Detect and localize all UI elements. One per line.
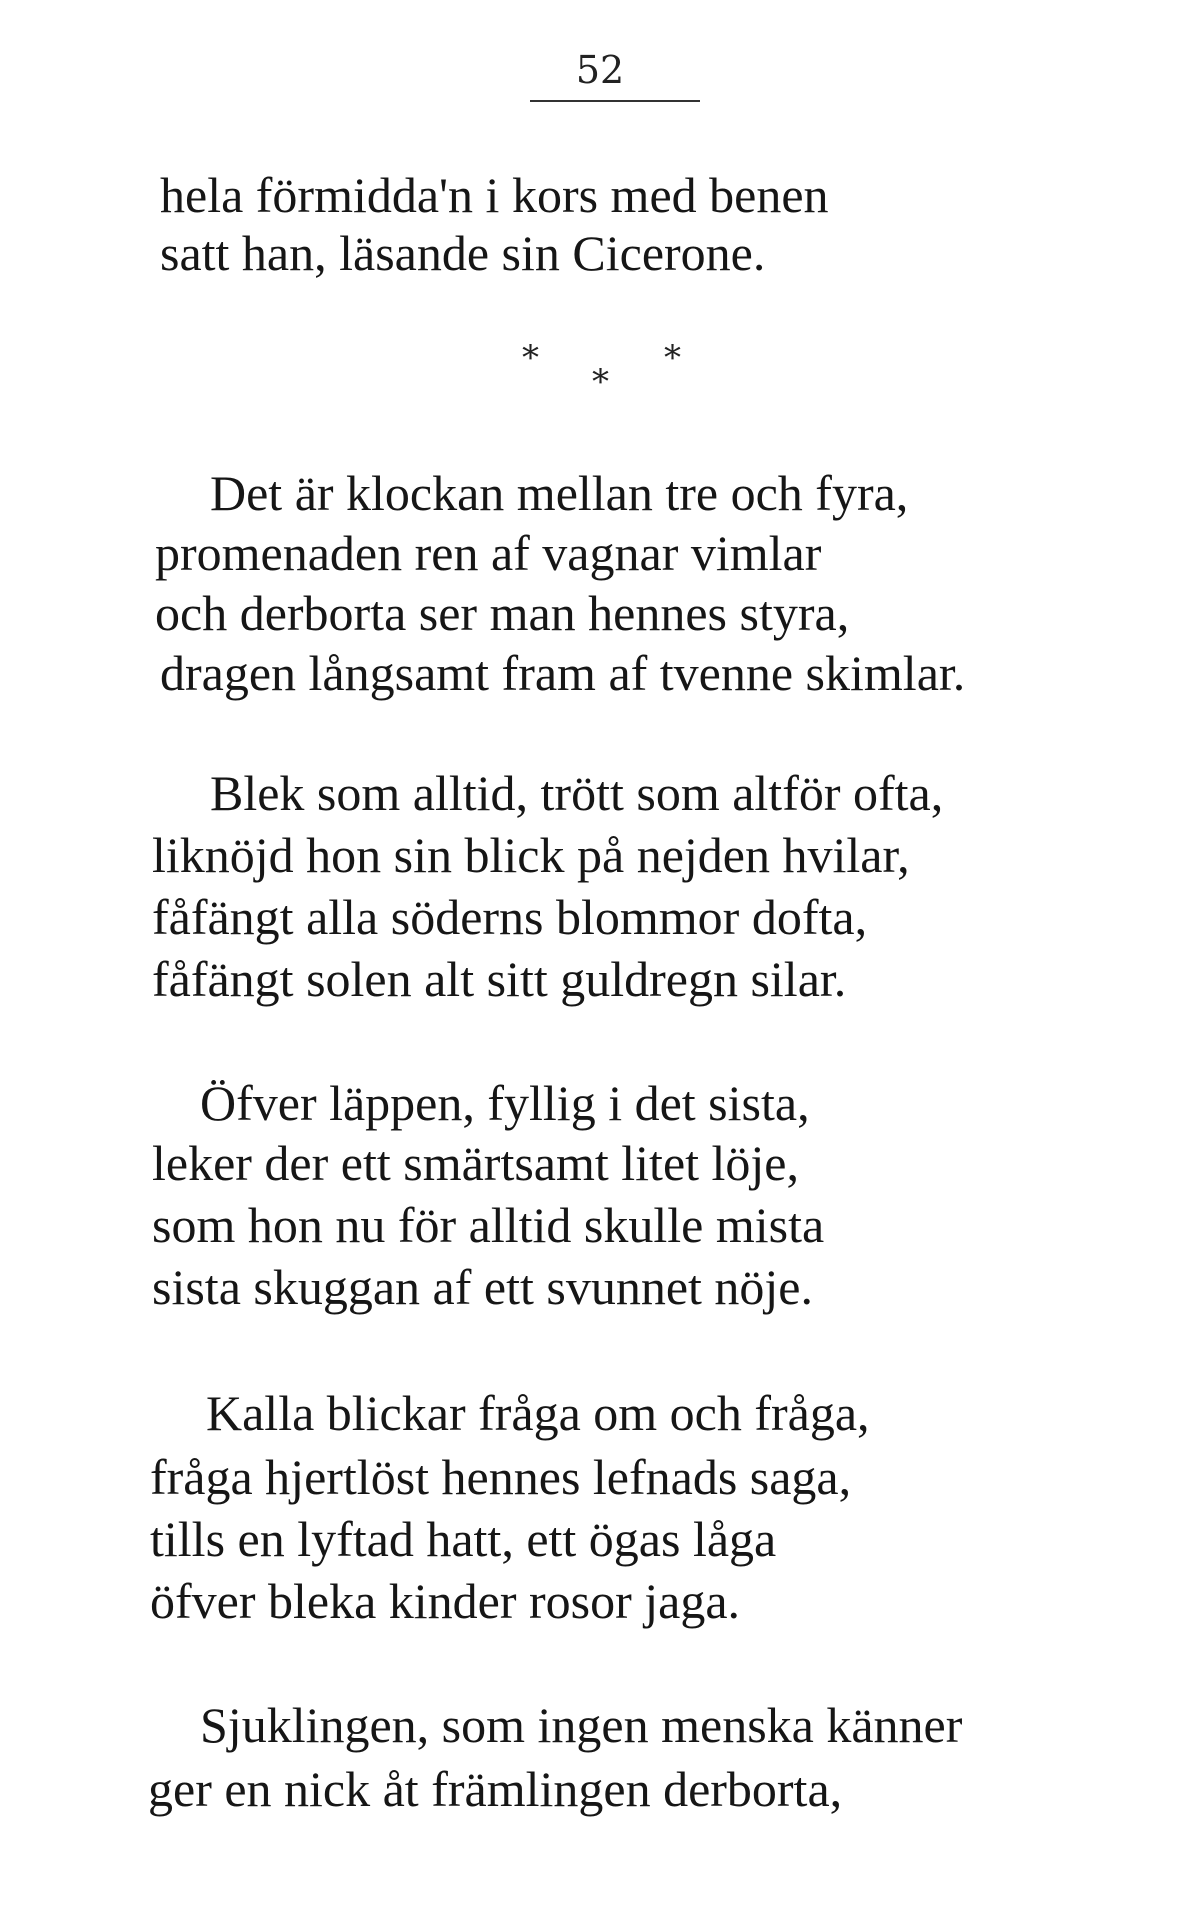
poem-line: Blek som alltid, trött som altför ofta,: [210, 765, 944, 821]
poem-line: tills en lyftad hatt, ett ögas låga: [150, 1511, 777, 1567]
poem-line: ger en nick åt främlingen derborta,: [148, 1761, 843, 1817]
poem-line: fråga hjertlöst hennes lefnads saga,: [150, 1449, 852, 1505]
poem-line: som hon nu för alltid skulle mista: [152, 1197, 825, 1253]
poem-line: leker der ett smärtsamt litet löje,: [152, 1135, 799, 1191]
separator-star-right: *: [664, 338, 681, 378]
page-number-rule: [530, 100, 700, 102]
poem-line: Sjuklingen, som ingen menska känner: [200, 1697, 963, 1753]
poem-line: Öfver läppen, fyllig i det sista,: [200, 1075, 810, 1131]
poem-line: och derborta ser man hennes styra,: [155, 585, 850, 641]
poem-line: dragen långsamt fram af tvenne skimlar.: [160, 645, 966, 701]
poem-line: Kalla blickar fråga om och fråga,: [206, 1385, 870, 1441]
separator-star-left: *: [522, 338, 539, 378]
poem-line: satt han, läsande sin Cicerone.: [160, 225, 766, 281]
separator-star-middle: *: [592, 362, 609, 402]
poem-line: fåfängt solen alt sitt guldregn silar.: [152, 951, 847, 1007]
poem-line: Det är klockan mellan tre och fyra,: [210, 465, 909, 521]
poem-line: sista skuggan af ett svunnet nöje.: [152, 1259, 813, 1315]
poem-line: liknöjd hon sin blick på nejden hvilar,: [152, 827, 910, 883]
page-number: 52: [575, 48, 625, 92]
poem-line: öfver bleka kinder rosor jaga.: [150, 1573, 741, 1629]
poem-line: promenaden ren af vagnar vimlar: [155, 525, 822, 581]
poem-line: hela förmidda'n i kors med benen: [160, 167, 829, 223]
poem-line: fåfängt alla söderns blommor dofta,: [152, 889, 868, 945]
